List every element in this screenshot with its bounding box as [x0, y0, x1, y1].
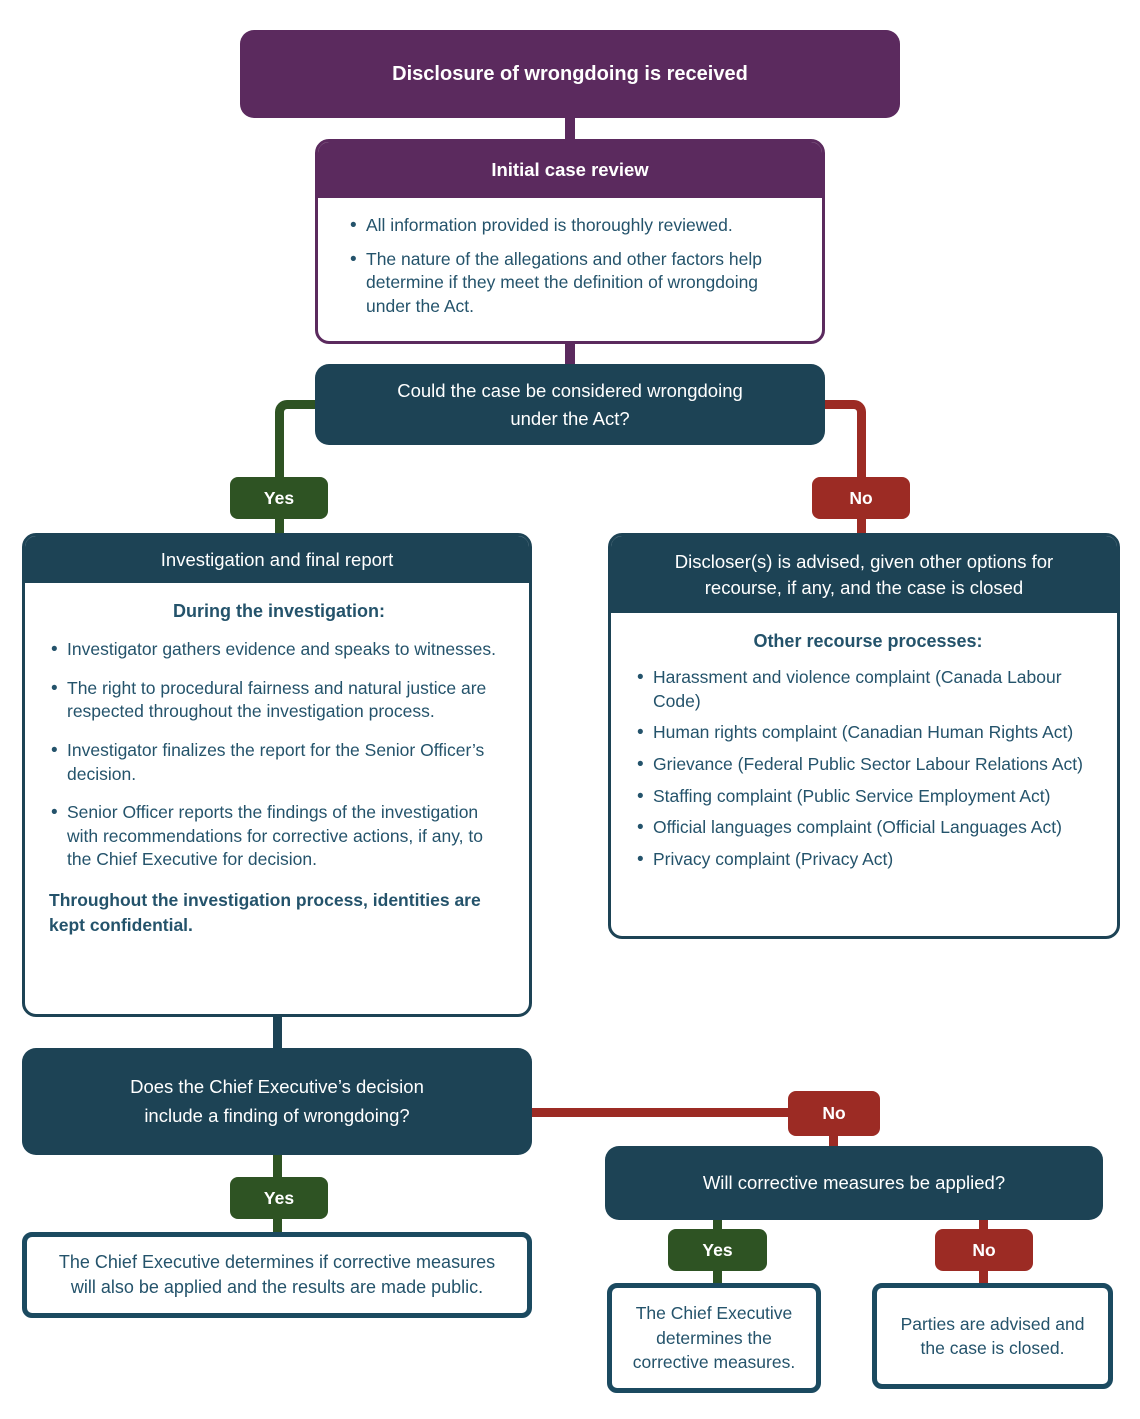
wrongdoing-question-node [315, 364, 825, 445]
bullet-item: • Investigator finalizes the report for the Senior Officer’s decision. [49, 739, 509, 786]
no-chip [788, 1091, 880, 1136]
bullet-item: • Human rights complaint (Canadian Human Rights Act) [635, 721, 1101, 745]
no-chip-label: No [972, 1239, 996, 1260]
bullet-item: • Senior Officer reports the findings of the investigation with recommendations for corrective actions, if any, to the Chief Executive for decision. [49, 801, 509, 872]
yes-chip-label: Yes [702, 1239, 733, 1260]
start-node [240, 30, 900, 118]
yes-chip [230, 1177, 328, 1219]
recourse-heading: Other recourse processes: [753, 631, 983, 651]
connector-finding-to-no [528, 1108, 790, 1117]
initial-case-review-node [315, 139, 825, 344]
corrective-question-title: Will corrective measures be applied? [702, 1172, 1006, 1193]
no-chip-label: No [849, 487, 873, 508]
no-chip-label: No [822, 1103, 846, 1123]
bullet-list [348, 214, 798, 319]
bullet-item: • The right to procedural fairness and natural justice are respected throughout the investigation process. [49, 677, 509, 724]
bullet-item: • Grievance (Federal Public Sector Labour Relations Act) [635, 753, 1101, 777]
yes-chip-label: Yes [263, 487, 295, 508]
yes-chip [668, 1229, 767, 1271]
no-chip [812, 477, 910, 519]
bullet-list [49, 638, 509, 872]
connector-finding-to-yes [273, 1153, 282, 1179]
finding-question-node [22, 1048, 532, 1155]
ce-public-result-node [22, 1232, 532, 1318]
investigation-title: Investigation and final report [25, 536, 529, 583]
discloser-advised-node [608, 533, 1120, 939]
ce-public-result-text: The Chief Executive determines if corrective measures will also be applied and the results are made public. [58, 1251, 496, 1297]
bullet-item: • All information provided is thoroughly reviewed. [348, 214, 798, 238]
wrongdoing-question-title: Could the case be considered wrongdoing under the Act? [397, 379, 743, 429]
corrective-question-node [605, 1146, 1103, 1220]
finding-question-title: Does the Chief Executive’s decision include a finding of wrongdoing? [130, 1075, 424, 1126]
bullet-list [635, 666, 1101, 871]
parties-advised-result-node [872, 1283, 1113, 1389]
bullet-item: • Harassment and violence complaint (Canada Labour Code) [635, 666, 1101, 713]
initial-case-review-body [318, 198, 822, 319]
connector-no-elbow [825, 400, 866, 478]
yes-chip-label: Yes [263, 1187, 295, 1208]
investigation-node [22, 533, 532, 1017]
parties-advised-result-text: Parties are advised and the case is closed. [900, 1313, 1085, 1358]
connector-investigation-to-finding [273, 1014, 282, 1050]
discloser-advised-body [611, 613, 1117, 871]
bullet-item: • Investigator gathers evidence and speaks to witnesses. [49, 638, 509, 662]
ce-measures-result-text: The Chief Executive determines the corrective measures. [632, 1303, 796, 1373]
bullet-item: • Staffing complaint (Public Service Employment Act) [635, 785, 1101, 809]
investigation-footer: Throughout the investigation process, identities are kept confidential. [49, 890, 481, 935]
bullet-item: • The nature of the allegations and other factors help determine if they meet the definition of wrongdoing under the Act. [348, 248, 798, 319]
no-chip [935, 1229, 1033, 1271]
bullet-item: • Privacy complaint (Privacy Act) [635, 848, 1101, 872]
investigation-body [25, 583, 529, 937]
yes-chip [230, 477, 328, 519]
initial-case-review-title: Initial case review [318, 142, 822, 198]
connector-yes-elbow [275, 400, 315, 478]
ce-measures-result-node [607, 1283, 821, 1393]
discloser-advised-title: Discloser(s) is advised, given other options for recourse, if any, and the case is closed [611, 536, 1117, 613]
start-node-title: Disclosure of wrongdoing is received [392, 62, 748, 85]
bullet-item: • Official languages complaint (Official Languages Act) [635, 816, 1101, 840]
investigation-heading: During the investigation: [172, 601, 385, 621]
